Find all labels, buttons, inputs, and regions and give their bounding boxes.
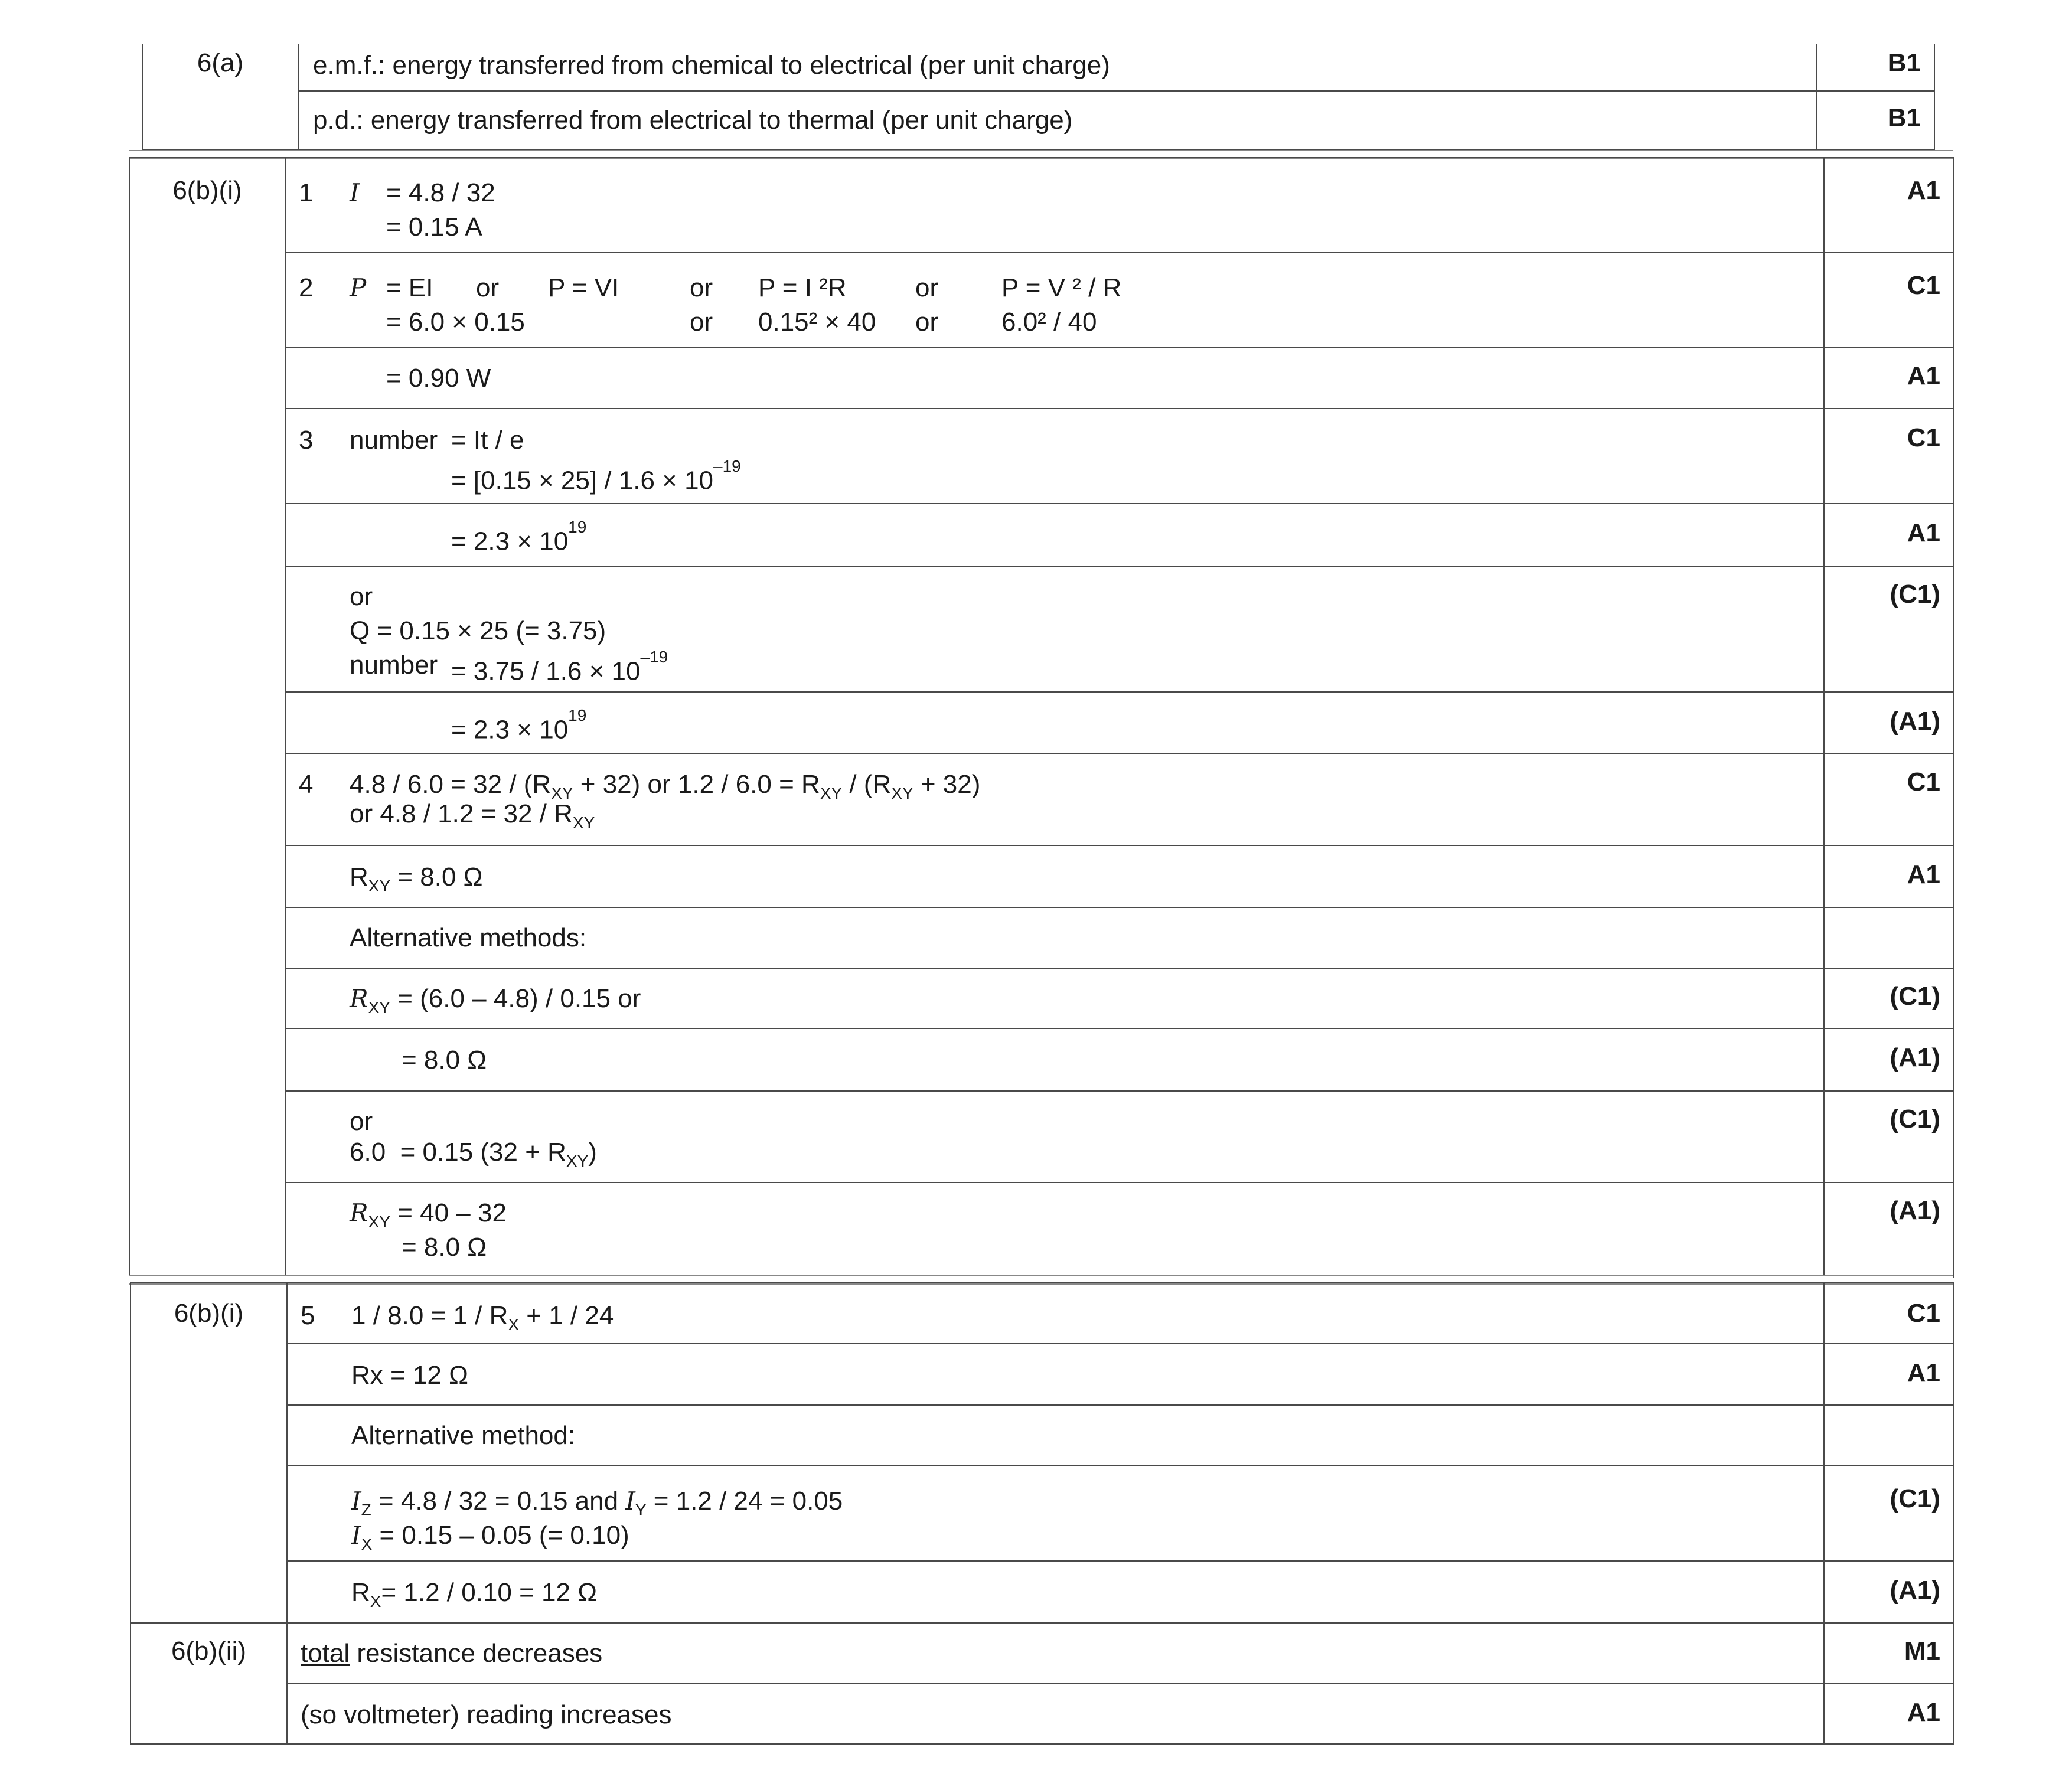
equation: $I_Z = 4.8 / 32 = 0.15$ and $I_Y = 1.2 / 24 = 0.05$ (351, 1487, 843, 1519)
answer-cell (287, 1405, 1824, 1466)
or-text: or (690, 308, 713, 337)
mark-cell: B1 (1816, 91, 1934, 150)
equation: = $2.3 \times 10^{19}$ (451, 706, 587, 744)
mark-cell: C1 (1824, 409, 1954, 504)
mark-cell: (A1) (1824, 1561, 1954, 1623)
equation: = $[0.15 \times 25] / 1.6 \times 10^{-19}$ (451, 457, 741, 495)
mark-cell: M1 (1824, 1623, 1954, 1683)
or-text: or (350, 582, 373, 611)
answer-cell (287, 1561, 1824, 1623)
answer-cell: p.d.: energy transferred from electrical to thermal (per unit charge) (298, 91, 1816, 150)
answer-cell (285, 1091, 1824, 1183)
mark-cell: C1 (1824, 1283, 1954, 1344)
or-text: or (476, 273, 500, 302)
formula: P = V ² / R (1001, 273, 1122, 302)
alternative-heading: Alternative method: (351, 1421, 576, 1450)
part-number: 4 (299, 770, 314, 799)
equation: = 8.0 Ω (402, 1233, 487, 1262)
answer-cell (285, 1028, 1824, 1091)
answer-cell (287, 1283, 1824, 1344)
mark-cell: C1 (1824, 253, 1954, 348)
mark-cell: A1 (1824, 1344, 1954, 1405)
equation: or $4.8 / 1.2 = 32 / R_{XY}$ (350, 799, 595, 832)
equation: Rx = 12 Ω (351, 1361, 468, 1390)
answer-cell (285, 409, 1824, 504)
question-number: 6(b)(ii) (130, 1623, 287, 1744)
mark-cell: A1 (1824, 1683, 1954, 1744)
mark-cell: (A1) (1824, 1028, 1954, 1091)
mark-cell: (C1) (1824, 1091, 1954, 1183)
answer-text: (so voltmeter) reading increases (301, 1700, 672, 1729)
mark-cell: (C1) (1824, 1466, 1954, 1561)
equation: $R_X= 1.2 / 0.10 = 12$ Ω (351, 1578, 598, 1611)
answer-cell (285, 504, 1824, 566)
mark-cell: A1 (1824, 348, 1954, 409)
equation: = $2.3 \times 10^{19}$ (451, 518, 587, 556)
question-number: 6(b)(i) (130, 1283, 287, 1623)
equation: $I_X = 0.15 - 0.05$ (= 0.10) (351, 1521, 629, 1553)
answer-cell (285, 1183, 1824, 1277)
mark-cell: (C1) (1824, 566, 1954, 692)
mark-cell: A1 (1824, 845, 1954, 907)
mark-cell: B1 (1816, 44, 1934, 91)
answer-cell (285, 253, 1824, 348)
or-text: or (690, 273, 713, 302)
part-number: 5 (301, 1301, 315, 1330)
answer-cell (285, 754, 1824, 845)
symbol: I (350, 178, 360, 207)
answer-cell (285, 692, 1824, 754)
answer-cell (285, 845, 1824, 907)
or-text: or (350, 1107, 373, 1136)
answer-cell: e.m.f.: energy transferred from chemical to electrical (per unit charge) (298, 44, 1816, 91)
answer-cell (285, 968, 1824, 1028)
answer-cell (287, 1683, 1824, 1744)
alternative-heading: Alternative methods: (350, 923, 587, 952)
answer-text: total resistance decreases (301, 1639, 603, 1668)
answer-cell (287, 1466, 1824, 1561)
formula: P = VI (548, 273, 619, 302)
mark-cell (1824, 907, 1954, 968)
mark-cell: C1 (1824, 754, 1954, 845)
equation: = 4.8 / 32 (386, 178, 495, 207)
table-6bi-6bii (130, 1282, 1954, 1745)
equation: $R_{XY} = (6.0 - 4.8) / 0.15$ or (350, 984, 641, 1017)
answer-cell (287, 1344, 1824, 1405)
question-number: 6(a) (142, 44, 298, 150)
equation: = 0.15 A (386, 213, 482, 241)
equation: = 8.0 Ω (402, 1046, 487, 1074)
part-number: 3 (299, 426, 314, 455)
or-text: or (915, 273, 939, 302)
part-number: 2 (299, 273, 314, 302)
answer-cell (285, 348, 1824, 409)
mark-cell: (C1) (1824, 968, 1954, 1028)
answer-cell (287, 1623, 1824, 1683)
equation: = 0.90 W (386, 364, 491, 393)
mark-cell (1824, 1405, 1954, 1466)
equation: $4.8 / 6.0 = 32 / (R_{XY} + 32)$ or $1.2 / 6.0 = R_{XY} / (R_{XY} + 32)$ (350, 770, 981, 802)
mark-cell: A1 (1824, 504, 1954, 566)
equation: = 6.0 × 0.15 (386, 308, 525, 337)
answer-cell (285, 566, 1824, 692)
or-text: or (915, 308, 939, 337)
equation: $R_{XY} = 40 - 32$ (350, 1198, 507, 1231)
mark-cell: A1 (1824, 158, 1954, 253)
equation: = $3.75 / 1.6 \times 10^{-19}$ (451, 648, 668, 686)
equation: $1 / 8.0 = 1 / R_X + 1 / 24$ (351, 1301, 614, 1334)
table-6bi (129, 157, 1954, 1278)
equation: $R_{XY} = 8.0$ Ω (350, 863, 483, 895)
equation: Q = 0.15 × 25 (= 3.75) (350, 616, 606, 645)
part-number: 1 (299, 178, 314, 207)
label: number (350, 426, 438, 455)
table-6a (142, 44, 1935, 151)
equation: 0.15² × 40 (758, 308, 876, 337)
mark-cell: (A1) (1824, 1183, 1954, 1277)
label: number (350, 651, 438, 680)
equation: = It / e (451, 426, 524, 455)
formula: = EI (386, 273, 433, 302)
equation: 6.0² / 40 (1001, 308, 1097, 337)
formula: P = I ²R (758, 273, 847, 302)
question-number: 6(b)(i) (129, 158, 285, 1277)
mark-cell: (A1) (1824, 692, 1954, 754)
answer-cell (285, 907, 1824, 968)
symbol: P (350, 273, 367, 302)
answer-cell (285, 158, 1824, 253)
equation: 6.0 = 0.15 $(32 + R_{XY})$ (350, 1138, 597, 1170)
